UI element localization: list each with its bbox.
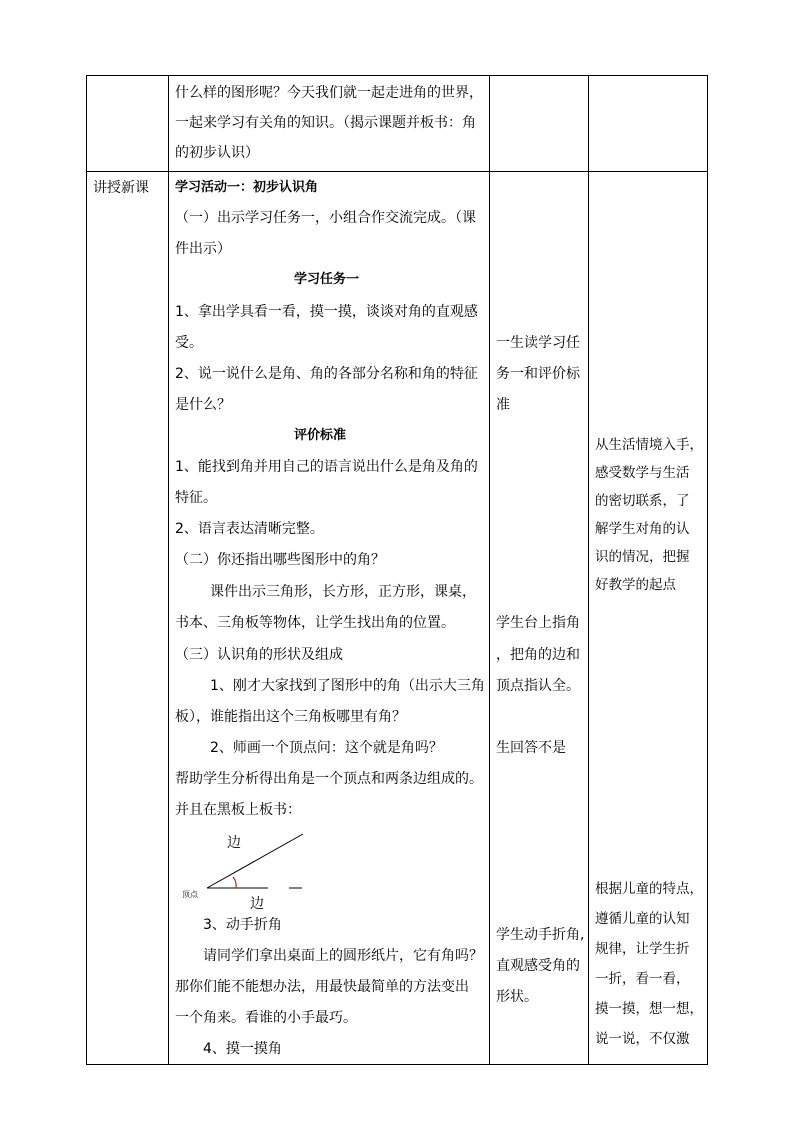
criteria-item-line: 2、语言表达清晰完整。 — [175, 521, 324, 537]
item3-line: 一个角来。看谁的小手最巧。 — [175, 1010, 357, 1026]
intro-line: 的初步认识） — [175, 145, 259, 161]
part1-line: 件出示） — [175, 241, 231, 257]
criteria-item-line: 1、能找到角并用自己的语言说出什么是角及角的 — [175, 459, 478, 475]
design-intent-line: 规律，让学生折 — [595, 941, 690, 957]
design-intent-line: 说一说，不仅激 — [595, 1031, 690, 1047]
item4-title: 4、摸一摸角 — [203, 1041, 282, 1057]
part2-title: （二）你还指出哪些图形中的角？ — [175, 552, 385, 568]
design-intent-line: 一折，看一看， — [595, 971, 690, 987]
student-activity-line: 直观感受角的 — [496, 958, 580, 974]
part2-line: 书本、三角板等物体，让学生找出角的位置。 — [175, 615, 455, 631]
task-item-line: 1、拿出学具看一看，摸一摸，谈谈对角的直观感 — [175, 304, 478, 320]
student-activity-line: 形状。 — [496, 989, 538, 1005]
task-heading: 学习任务一 — [294, 272, 360, 287]
item3-line: 请同学们拿出桌面上的圆形纸片，它有角吗？ — [203, 948, 483, 964]
task-item-line: 受。 — [175, 335, 203, 351]
design-intent-line: 摸一摸，想一想， — [595, 1001, 703, 1017]
design-intent-line: 从生活情境入手， — [595, 437, 703, 453]
student-activity-line: 学生动手折角, — [496, 927, 585, 943]
item3-line: 那你们能不能想办法，用最快最简单的方法变出 — [175, 979, 469, 995]
student-activity-line: 准 — [496, 397, 510, 413]
item3-title: 3、动手折角 — [203, 917, 282, 933]
part3-title: （三）认识角的形状及组成 — [175, 647, 343, 663]
student-activity-line: 生回答不是 — [496, 740, 566, 756]
part3-item-line: 1、刚才大家找到了图形中的角（出示大三角 — [210, 678, 485, 694]
student-activity-line: ，把角的边和 — [496, 647, 580, 663]
criteria-item-line: 特征。 — [175, 490, 217, 506]
task-item-line: 是什么？ — [175, 397, 231, 413]
part3-item-line: 板），谁能指出这个三角板哪里有角？ — [175, 709, 406, 725]
activity-title: 学习活动一：初步认识角 — [175, 180, 319, 195]
criteria-heading: 评价标准 — [294, 428, 347, 443]
part1-line: （一）出示学习任务一，小组合作交流完成。（课 — [175, 210, 476, 226]
vertex-label: 顶点 — [182, 890, 198, 899]
design-intent-line: 感受数学与生活 — [595, 465, 690, 481]
design-intent-line: 根据儿童的特点， — [595, 881, 703, 897]
design-intent-line: 识的情况，把握 — [595, 549, 690, 565]
design-intent-line: 的密切联系，了 — [595, 493, 690, 509]
part3-analysis-line: 帮助学生分析得出角是一个顶点和两条边组成的。 — [175, 771, 483, 787]
student-activity-line: 学生台上指角 — [496, 615, 580, 631]
part2-line: 课件出示三角形，长方形，正方形，课桌， — [210, 584, 476, 600]
student-activity-line: 务一和评价标 — [496, 366, 580, 382]
design-intent-line: 解学生对角的认 — [595, 521, 690, 537]
design-intent-line: 遵循儿童的认知 — [595, 911, 690, 927]
intro-line: 什么样的图形呢？今天我们就一起走进角的世界， — [175, 85, 483, 101]
task-item-line: 2、说一说什么是角、角的各部分名称和角的特征 — [175, 366, 478, 382]
section-label: 讲授新课 — [93, 180, 149, 196]
edge-bottom-label: 边 — [250, 896, 264, 912]
intro-line: 一起来学习有关角的知识。（揭示课题并板书：角 — [175, 115, 476, 131]
part3-item-line: 2、师画一个顶点问：这个就是角吗？ — [210, 740, 443, 756]
design-intent-line: 好教学的起点 — [595, 577, 676, 593]
angle-edge-top — [207, 834, 303, 888]
edge-top-label: 边 — [227, 835, 241, 851]
angle-arc — [233, 877, 236, 888]
student-activity-line: 一生读学习任 — [496, 335, 580, 351]
student-activity-line: 顶点指认全。 — [496, 678, 580, 694]
part3-analysis-line: 并且在黑板上板书： — [175, 802, 301, 818]
